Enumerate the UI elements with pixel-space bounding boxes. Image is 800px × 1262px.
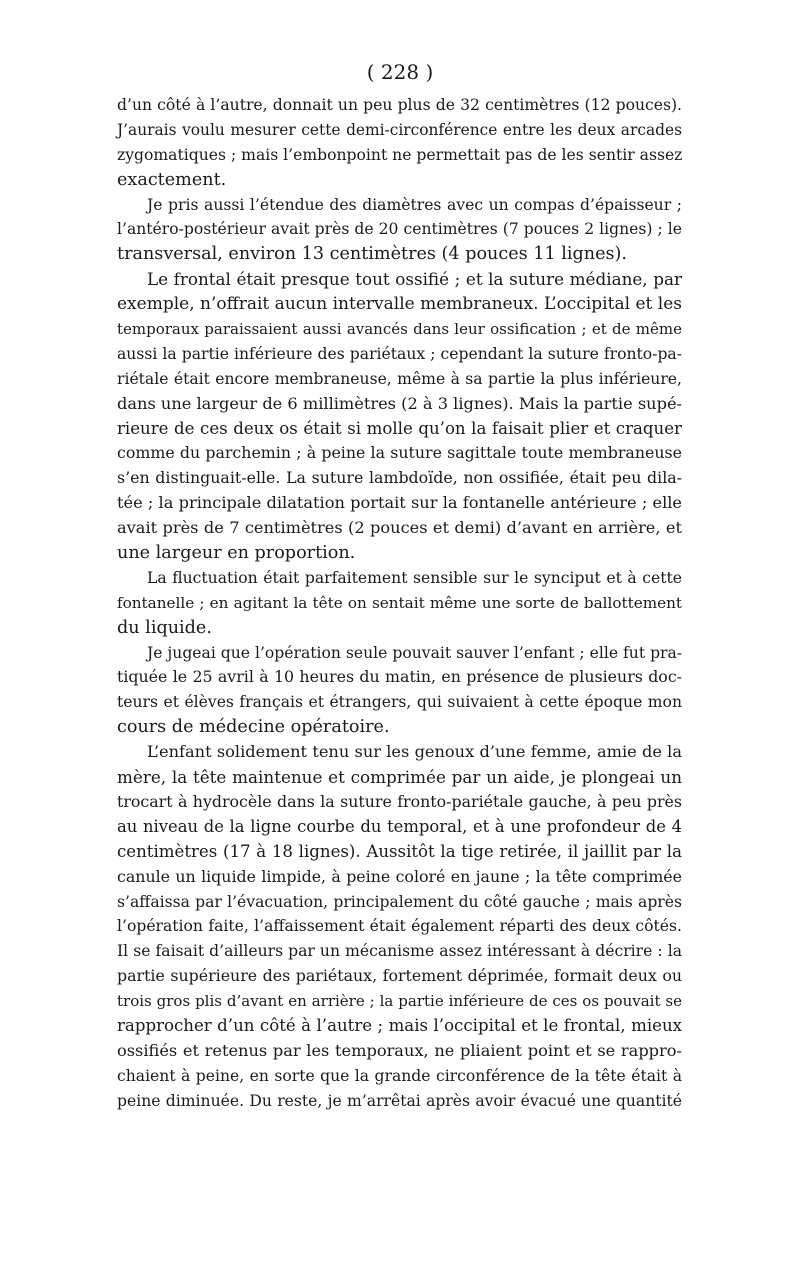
text-line: aussi la partie inférieure des pariétaux ; cependant la suture fronto-pa- [117,344,682,363]
text-line: rapprocher d’un côté à l’autre ; mais l’occipital et le frontal, mieux [117,1015,682,1035]
text-line: mère, la tête maintenue et comprimée par un aide, je plongeai un [117,767,682,788]
text-line: Je pris aussi l’étendue des diamètres avec un compas d’épaisseur ; [147,195,682,214]
text-line: du liquide. [117,617,212,638]
text-line: L’enfant solidement tenu sur les genoux d’une femme, amie de la [147,742,682,762]
text-line: zygomatiques ; mais l’embonpoint ne permettait pas de les sentir assez [117,145,683,164]
text-line: exactement. [117,169,227,190]
text-line: Il se faisait d’ailleurs par un mécanisme assez intéressant à décrire : la [117,942,682,961]
text-line: transversal, environ 13 centimètres (4 pouces 11 lignes). [117,244,627,265]
text-line: canule un liquide limpide, à peine coloré en jaune ; la tête comprimée [117,866,682,886]
text-line: comme du parchemin ; à peine la suture sagittale toute membraneuse [117,443,682,463]
text-line: trois gros plis d’avant en arrière ; la partie inférieure de ces os pouvait se [117,992,682,1011]
text-line: teurs et élèves français et étrangers, qui suivaient à cette époque mon [117,693,682,712]
text-line: l’antéro-postérieur avait près de 20 centimètres (7 pouces 2 lignes) ; le [117,220,682,239]
text-line: peine diminuée. Du reste, je m’arrêtai après avoir évacué une quantité [117,1091,682,1110]
text-line: centimètres (17 à 18 lignes). Aussitôt la tige retirée, il jaillit par la [117,841,682,861]
text-line: une largeur en proportion. [117,543,356,564]
text-line: La fluctuation était parfaitement sensible sur le synciput et à cette [147,568,682,587]
body-text [117,93,682,1114]
text-line: d’un côté à l’autre, donnait un peu plus de 32 centimètres (12 pouces). [117,96,682,114]
text-line: s’affaissa par l’évacuation, principalement du côté gauche ; mais après [117,892,682,911]
text-line: temporaux paraissaient aussi avancés dans leur ossification ; et de même [117,320,682,339]
text-line: dans une largeur de 6 millimètres (2 à 3 lignes). Mais la partie supé- [117,393,682,413]
text-line: ossifiés et retenus par les temporaux, ne pliaient point et se rappro- [117,1040,682,1060]
text-line: rieure de ces deux os était si molle qu’on la faisait plier et craquer [117,418,682,438]
text-line: Le frontal était presque tout ossifié ; et la suture médiane, par [147,269,682,290]
page-number: ( 228 ) [366,60,434,84]
text-line: J’aurais voulu mesurer cette demi-circonférence entre les deux arcades [117,120,682,139]
text-line: avait près de 7 centimètres (2 pouces et demi) d’avant en arrière, et [117,518,682,538]
text-line: tiquée le 25 avril à 10 heures du matin, en présence de plusieurs doc- [117,667,682,687]
text-line: chaient à peine, en sorte que la grande circonférence de la tête était à [117,1066,682,1085]
text-line: exemple, n’offrait aucun intervalle membraneux. L’occipital et les [117,294,682,315]
text-line: tée ; la principale dilatation portait sur la fontanelle antérieure ; elle [117,493,682,513]
text-line: partie supérieure des pariétaux, fortement déprimée, formait deux ou [117,966,682,986]
text-line: l’opération faite, l’affaissement était également réparti des deux côtés. [117,917,682,936]
text-line: riétale était encore membraneuse, même à sa partie la plus inférieure, [117,369,682,388]
text-line: au niveau de la ligne courbe du temporal, et à une profondeur de 4 [117,816,682,836]
text-line: cours de médecine opératoire. [117,717,390,738]
text-line: fontanelle ; en agitant la tête on sentait même une sorte de ballottement [117,593,682,612]
text-line: Je jugeai que l’opération seule pouvait sauver l’enfant ; elle fut pra- [147,643,683,662]
text-line: s’en distinguait-elle. La suture lambdoïde, non ossifiée, était peu dila- [117,468,682,488]
text-line: trocart à hydrocèle dans la suture fronto-pariétale gauche, à peu près [117,791,682,811]
